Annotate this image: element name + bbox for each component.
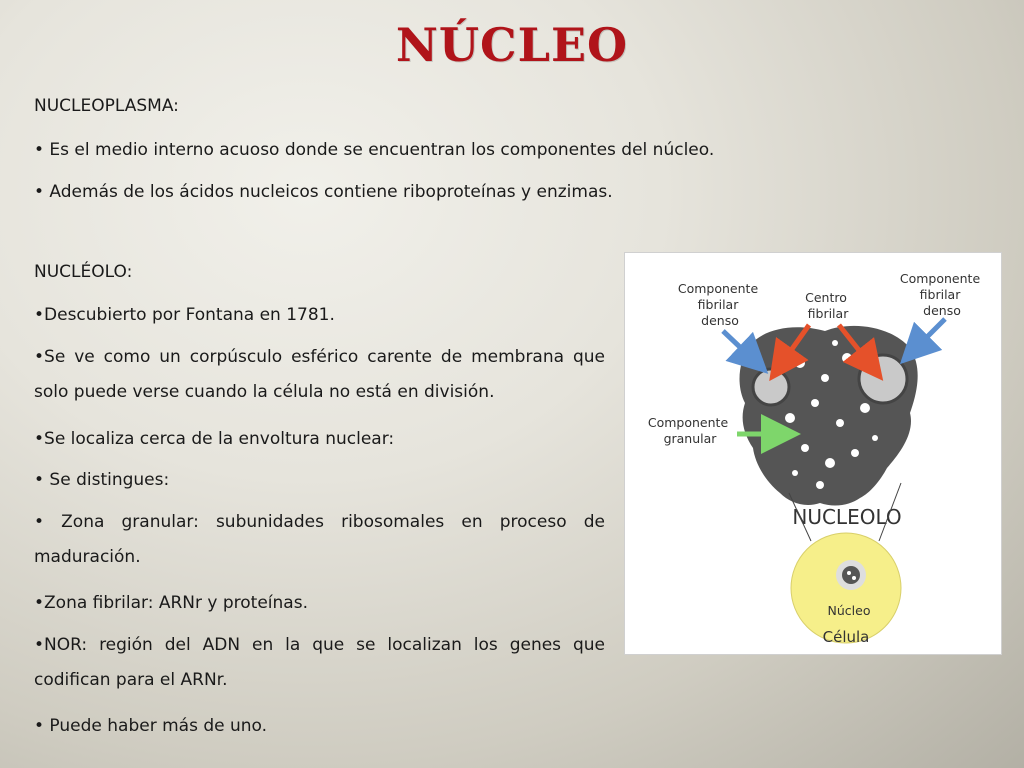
nucleolo-bullet-1: •Descubierto por Fontana en 1781. <box>34 305 335 325</box>
label-fibrilar-right: Componente fibrilar denso <box>899 271 981 318</box>
nucleolus-shape <box>740 326 918 506</box>
slide-title: NÚCLEO <box>395 18 629 72</box>
nucleolo-heading: NUCLÉOLO: <box>34 262 133 282</box>
label-nucleo: Núcleo <box>827 603 871 618</box>
label-nucleolo: NUCLEOLO <box>792 505 902 529</box>
nucleolo-bullet-2: •Se ve como un corpúsculo esférico carente de membrana que solo puede verse cuando la célula no está en división. <box>34 347 605 402</box>
nucleoplasma-bullet-1: • Es el medio interno acuoso donde se encuentran los componentes del núcleo. <box>34 140 715 160</box>
nucleoplasma-heading: NUCLEOPLASMA: <box>34 96 179 116</box>
nucleolo-bullet-5: • Zona granular: subunidades ribosomales en proceso de maduración. <box>34 512 605 567</box>
nucleolo-bullet-6: •Zona fibrilar: ARNr y proteínas. <box>34 593 308 613</box>
label-granular: Componente granular <box>647 415 729 446</box>
nucleolo-bullet-4: • Se distingues: <box>34 470 170 490</box>
nucleolus-diagram-svg <box>625 253 1001 654</box>
nucleolo-bullet-3: •Se localiza cerca de la envoltura nuclear: <box>34 429 395 449</box>
label-fibrilar-left: Componente fibrilar denso <box>677 281 759 328</box>
nucleolus-diagram <box>624 252 1002 655</box>
arrow-blue-right <box>907 319 945 357</box>
cell-shape <box>791 533 901 643</box>
nucleolo-bullet-8: • Puede haber más de uno. <box>34 716 268 736</box>
label-centro-fibrilar: Centro fibrilar <box>805 290 849 321</box>
nucleolo-bullet-7: •NOR: región del ADN en la que se localizan los genes que codifican para el ARNr. <box>34 635 605 690</box>
nucleoplasma-bullet-2: • Además de los ácidos nucleicos contiene riboproteínas y enzimas. <box>34 182 613 202</box>
label-celula: Célula <box>822 628 870 646</box>
